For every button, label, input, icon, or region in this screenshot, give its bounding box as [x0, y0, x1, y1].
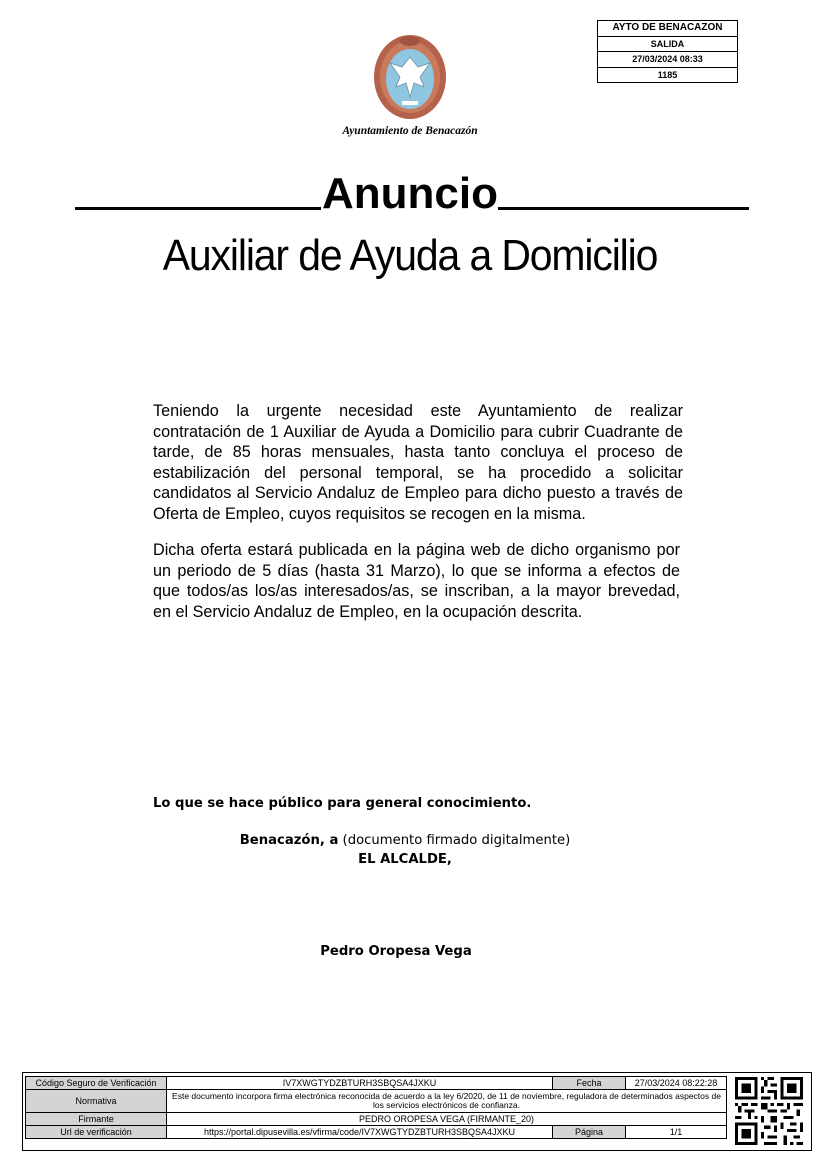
url-label: Url de verificación [26, 1126, 167, 1139]
registry-stamp [597, 20, 738, 83]
stamp-number: 1185 [657, 69, 678, 80]
page-label: Página [553, 1126, 626, 1139]
document-subtitle: Auxiliar de Ayuda a Domicilio [162, 231, 658, 280]
csv-label: Código Seguro de Verificación [26, 1077, 167, 1090]
stamp-datetime: 27/03/2024 08:33 [598, 52, 737, 68]
document-title: Anuncio [322, 169, 498, 218]
date-label: Fecha [553, 1077, 626, 1090]
date-note: (documento firmado digitalmente) [342, 833, 571, 848]
body-paragraph-1: Teniendo la urgente necesidad este Ayuntamiento de realizar contratación de 1 Auxiliar de Ayuda a Domicilio para cubrir Cuadrante de tarde, de 85 horas mensuales, hasta tanto concluya el proceso de estabilización del personal temporal, se ha procedido a solicitar candidatos al Servicio Andaluz de Empleo para dicho puesto a través de Oferta de Empleo, cuyos requisitos se recogen en la misma. [153, 402, 683, 523]
verification-table [25, 1076, 727, 1139]
body-paragraph-2: Dicha oferta estará publicada en la página web de dicho organismo por un periodo de 5 días (hasta 31 Marzo), lo que se informa a efectos de que todos/as los/as interesados/as, se inscriban, a la mayor brevedad, en el Servicio Andaluz de Empleo, en la ocupación descrita. [153, 541, 680, 621]
page-value: 1/1 [626, 1126, 727, 1139]
title-rule-right [498, 207, 749, 210]
signatory-role: EL ALCALDE, [358, 852, 452, 867]
signatory-name: Pedro Oropesa Vega [320, 944, 472, 959]
url-value[interactable]: https://portal.dipusevilla.es/vfirma/code/IV7XWGTYDZBTURH3SBQSA4JXKU [167, 1126, 553, 1139]
verification-box [22, 1072, 812, 1151]
firmante-label: Firmante [26, 1113, 167, 1126]
place-date-line [200, 833, 610, 848]
seal-caption: Ayuntamiento de Benacazón [342, 125, 478, 137]
qr-code-icon [735, 1077, 803, 1145]
csv-value: IV7XWGTYDZBTURH3SBQSA4JXKU [167, 1077, 553, 1090]
coat-of-arms-logo [372, 33, 448, 121]
normativa-value: Este documento incorpora firma electrónica reconocida de acuerdo a la ley 6/2020, de 11 de noviembre, reguladora de determinados aspectos de los servicios electrónicos de confianza. [167, 1090, 727, 1113]
stamp-office: AYTO DE BENACAZON [598, 21, 737, 37]
title-rule-left [75, 207, 321, 210]
stamp-type: SALIDA [598, 37, 737, 53]
firmante-value: PEDRO OROPESA VEGA (FIRMANTE_20) [167, 1113, 727, 1126]
date-value: 27/03/2024 08:22:28 [626, 1077, 727, 1090]
public-notice: Lo que se hace público para general conocimiento. [153, 796, 532, 811]
normativa-label: Normativa [26, 1090, 167, 1113]
place: Benacazón, a [239, 833, 339, 848]
